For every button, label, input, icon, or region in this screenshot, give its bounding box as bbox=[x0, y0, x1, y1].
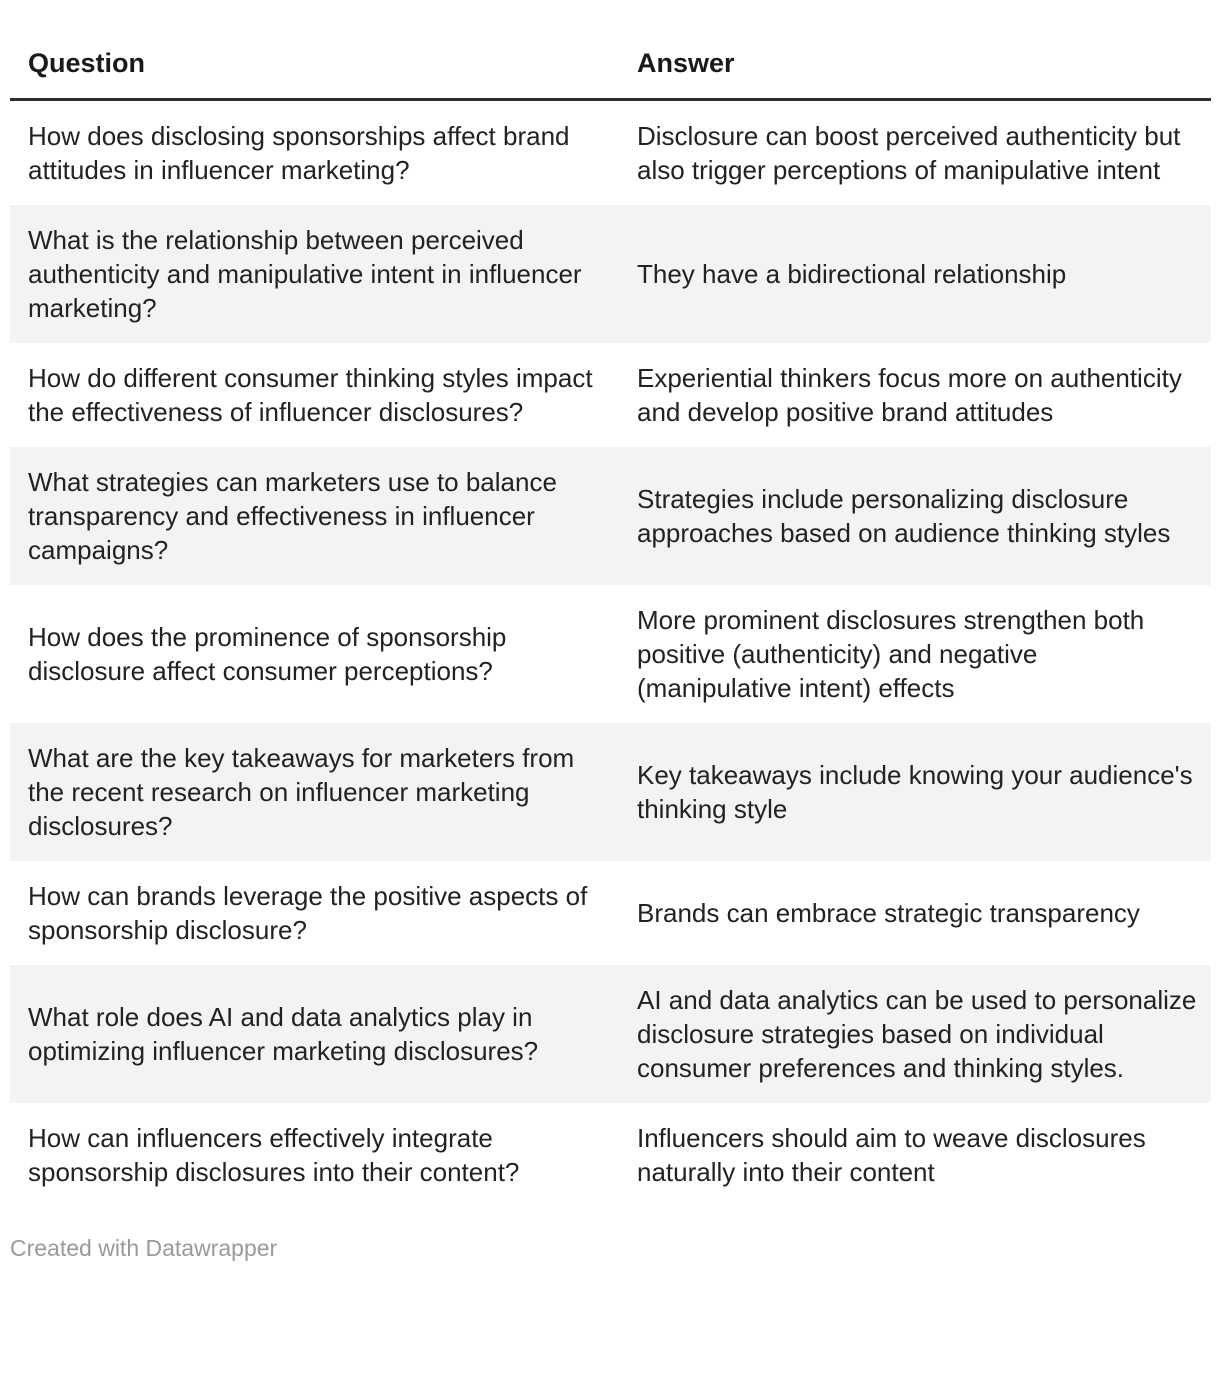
answer-cell: Disclosure can boost perceived authenticity but also trigger perceptions of manipulative intent bbox=[637, 121, 1181, 185]
answer-cell: They have a bidirectional relationship bbox=[619, 205, 1211, 343]
table-row bbox=[10, 447, 1211, 585]
header-row bbox=[10, 0, 1211, 100]
question-cell: How do different consumer thinking styles impact the effectiveness of influencer disclosures? bbox=[28, 363, 593, 427]
datawrapper-credit: Created with Datawrapper bbox=[10, 1235, 278, 1261]
question-cell: What are the key takeaways for marketers from the recent research on influencer marketing disclosures? bbox=[10, 723, 619, 861]
answer-cell: Key takeaways include knowing your audience's thinking style bbox=[619, 723, 1211, 861]
table-row bbox=[10, 861, 1211, 965]
column-header-question: Question bbox=[10, 0, 619, 100]
question-cell: What role does AI and data analytics play in optimizing influencer marketing disclosures? bbox=[10, 965, 619, 1103]
table-row bbox=[10, 205, 1211, 343]
answer-cell: Influencers should aim to weave disclosures naturally into their content bbox=[637, 1123, 1146, 1187]
question-cell: How can influencers effectively integrate sponsorship disclosures into their content? bbox=[28, 1123, 520, 1187]
table-row bbox=[10, 1103, 1211, 1207]
question-cell: What is the relationship between perceived authenticity and manipulative intent in influencer marketing? bbox=[10, 205, 619, 343]
answer-cell: Strategies include personalizing disclosure approaches based on audience thinking styles bbox=[619, 447, 1211, 585]
question-cell: How does the prominence of sponsorship disclosure affect consumer perceptions? bbox=[28, 622, 507, 686]
table-row bbox=[10, 100, 1211, 206]
table-row bbox=[10, 965, 1211, 1103]
answer-cell: More prominent disclosures strengthen both positive (authenticity) and negative (manipulative intent) effects bbox=[637, 605, 1145, 703]
question-cell: How does disclosing sponsorships affect brand attitudes in influencer marketing? bbox=[28, 121, 570, 185]
table-row bbox=[10, 723, 1211, 861]
answer-cell: Brands can embrace strategic transparency bbox=[637, 898, 1140, 928]
table-row bbox=[10, 585, 1211, 723]
question-cell: What strategies can marketers use to balance transparency and effectiveness in influencer campaigns? bbox=[10, 447, 619, 585]
column-header-answer: Answer bbox=[619, 0, 1211, 100]
question-cell: How can brands leverage the positive aspects of sponsorship disclosure? bbox=[28, 881, 588, 945]
answer-cell: AI and data analytics can be used to personalize disclosure strategies based on individual consumer preferences and thinking styles. bbox=[619, 965, 1211, 1103]
table-row bbox=[10, 343, 1211, 447]
answer-cell: Experiential thinkers focus more on authenticity and develop positive brand attitudes bbox=[637, 363, 1182, 427]
qa-table bbox=[10, 0, 1211, 1207]
